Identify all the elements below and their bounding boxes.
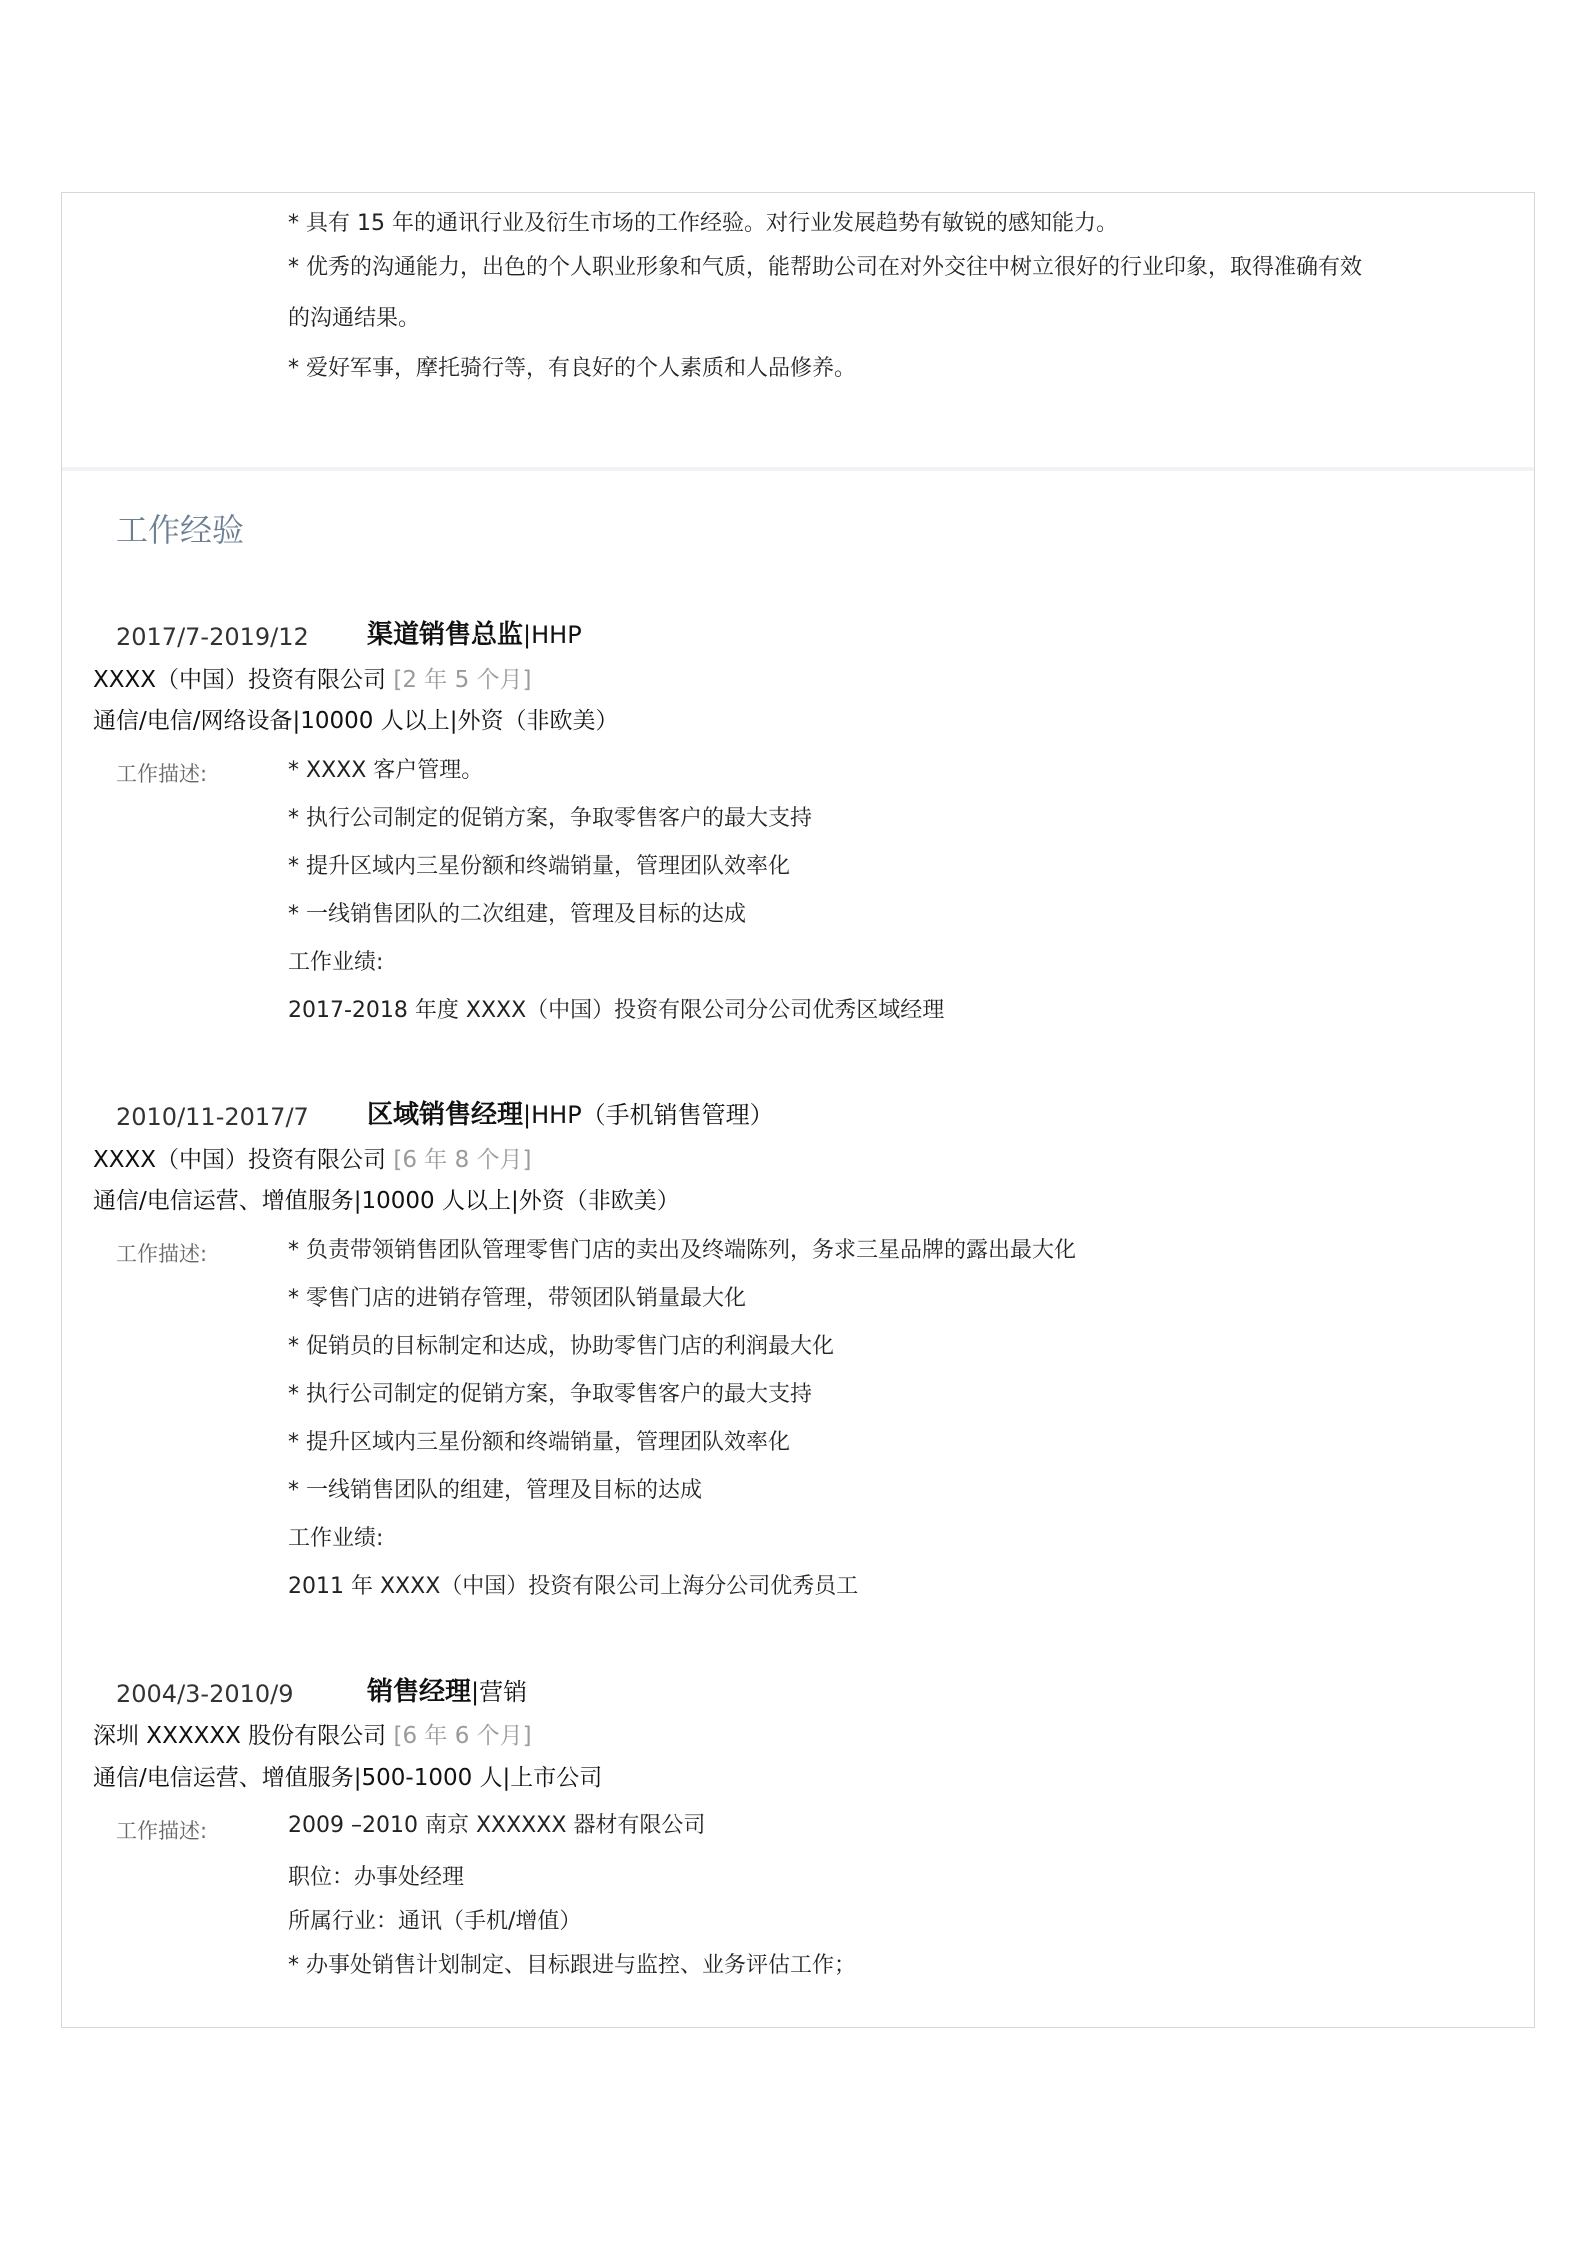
desc-line: 2017-2018 年度 XXXX（中国）投资有限公司分公司优秀区域经理 <box>288 998 945 1023</box>
job-title-sub: |HHP <box>523 621 582 649</box>
company-line <box>93 1723 532 1749</box>
company-line <box>93 667 532 693</box>
job-title-main: 区域销售经理 <box>367 1100 524 1130</box>
job-date: 2017/7-2019/12 <box>116 623 309 651</box>
job-title <box>367 622 582 648</box>
intro-line: * 优秀的沟通能力，出色的个人职业形象和气质，能帮助公司在对外交往中树立很好的行业印象，取得准确有效 <box>288 255 1362 280</box>
desc-line: 工作业绩: <box>288 950 384 975</box>
intro-line: 的沟通结果。 <box>288 306 421 331</box>
desc-label: 工作描述: <box>116 1819 208 1843</box>
desc-line: * 办事处销售计划制定、目标跟进与监控、业务评估工作； <box>288 1953 856 1978</box>
desc-line: * 一线销售团队的二次组建，管理及目标的达成 <box>288 902 746 927</box>
job-title-sub: |营销 <box>471 1678 528 1706</box>
desc-line: * XXXX 客户管理。 <box>288 758 484 783</box>
intro-line: * 具有 15 年的通讯行业及衍生市场的工作经验。对行业发展趋势有敏锐的感知能力。 <box>288 211 1118 236</box>
job-duration: [2 年 5 个月] <box>393 667 532 693</box>
desc-label: 工作描述: <box>116 1242 208 1266</box>
desc-line: * 提升区域内三星份额和终端销量，管理团队效率化 <box>288 1430 790 1455</box>
desc-line: 2009 –2010 南京 XXXXXX 器材有限公司 <box>288 1813 706 1838</box>
job-title <box>367 1102 774 1128</box>
desc-line: 工作业绩: <box>288 1526 384 1551</box>
company-name: 深圳 XXXXXX 股份有限公司 <box>93 1723 387 1749</box>
resume-card <box>61 192 1535 2028</box>
desc-line: * 执行公司制定的促销方案，争取零售客户的最大支持 <box>288 806 812 831</box>
section-divider <box>62 467 1534 471</box>
job-title-main: 销售经理 <box>367 1677 472 1707</box>
desc-line: * 执行公司制定的促销方案，争取零售客户的最大支持 <box>288 1382 812 1407</box>
industry-line: 通信/电信运营、增值服务|10000 人以上|外资（非欧美） <box>93 1188 680 1214</box>
job-date: 2010/11-2017/7 <box>116 1103 309 1131</box>
desc-line: * 提升区域内三星份额和终端销量，管理团队效率化 <box>288 854 790 879</box>
job-title-main: 渠道销售总监 <box>367 620 524 650</box>
desc-line: 2011 年 XXXX（中国）投资有限公司上海分公司优秀员工 <box>288 1574 859 1599</box>
industry-line: 通信/电信运营、增值服务|500-1000 人|上市公司 <box>93 1765 603 1791</box>
desc-line: 职位：办事处经理 <box>288 1865 465 1890</box>
desc-label: 工作描述: <box>116 762 208 786</box>
desc-line: * 负责带领销售团队管理零售门店的卖出及终端陈列，务求三星品牌的露出最大化 <box>288 1238 1076 1263</box>
desc-line: * 促销员的目标制定和达成，协助零售门店的利润最大化 <box>288 1334 834 1359</box>
industry-line: 通信/电信/网络设备|10000 人以上|外资（非欧美） <box>93 708 619 734</box>
job-title-sub: |HHP（手机销售管理） <box>523 1101 774 1129</box>
intro-line: * 爱好军事，摩托骑行等，有良好的个人素质和人品修养。 <box>288 356 856 381</box>
company-name: XXXX（中国）投资有限公司 <box>93 667 387 693</box>
desc-line: * 一线销售团队的组建，管理及目标的达成 <box>288 1478 702 1503</box>
company-line <box>93 1147 532 1173</box>
desc-line: * 零售门店的进销存管理，带领团队销量最大化 <box>288 1286 746 1311</box>
company-name: XXXX（中国）投资有限公司 <box>93 1147 387 1173</box>
job-title <box>367 1679 527 1705</box>
desc-line: 所属行业：通讯（手机/增值） <box>288 1909 582 1934</box>
job-duration: [6 年 8 个月] <box>393 1147 532 1173</box>
job-duration: [6 年 6 个月] <box>393 1723 532 1749</box>
job-date: 2004/3-2010/9 <box>116 1680 294 1708</box>
section-title: 工作经验 <box>116 511 245 549</box>
